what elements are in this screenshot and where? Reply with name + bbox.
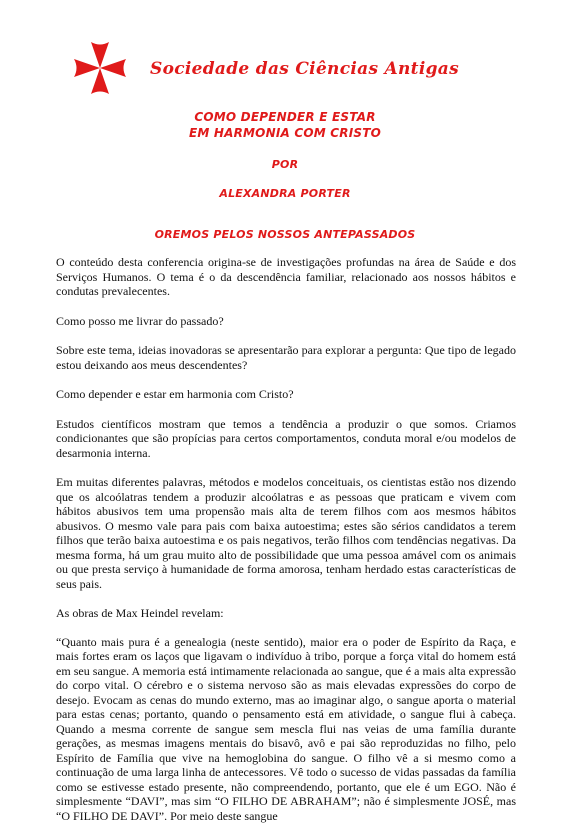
red-cross-pattee-icon [72, 40, 128, 96]
paragraph-heindel-intro: As obras de Max Heindel revelam: [56, 606, 224, 620]
paragraph-heindel-quote: “Quanto mais pura é a genealogia (neste sentido), maior era o poder de Espírito da Raça, e mais fortes eram os laços que ligavam o indivíduo à tribo, porque a força vital do homem está em seu sangue. A memoria está intimamente relacionada ao sangue, que é a mais alta expressão do corpo vital. O cérebro e o sistema nervoso são as mais elevadas expressões do corpo de desejo. Evocam as cenas do mundo externo, mas ao imaginar algo, o sangue aporta o material para estas cenas; portanto, quando o pensamento está em atividade, o sangue flui à cabeça. Quando a mesma corrente de sangue sem mescla flui nas veias de uma família durante gerações, as mesmas imagens mentais do bisavô, avô e pai são reproduzidas no filho, pelo Espírito de Família que vive na hemoglobina do sangue. O filho vê a si mesmo como a continuação de uma larga linha de antecessores. Vê todo o sucesso de vidas passadas da família como se estivesse estado presente, não compreendendo, portanto, que ele é um EGO. Não é simplesmente “DAVI”, mas sim “O FILHO DE ABRAHAM”; não é simplesmente JOSÉ, mas “O FILHO DE DAVI”. Por meio deste sangue [56, 634, 516, 823]
paragraph-studies: Estudos científicos mostram que temos a tendência a produzir o que somos. Criamos condicionantes que são propícias para certos comportamentos, conduta moral e/ou modelos de desarmonia interna. [56, 416, 516, 460]
paragraph-question-past: Como posso me livrar do passado? [56, 313, 224, 328]
prayer-heading: OREMOS PELOS NOSSOS ANTEPASSADOS [154, 228, 416, 241]
paragraph-legacy: Sobre este tema, ideias inovadoras se apresentarão para explorar a pergunta: Que tipo de legado estou deixando aos meus descendentes? [56, 343, 516, 372]
paragraph-question-christ: Como depender e estar em harmonia com Cristo? [56, 387, 294, 401]
paragraph-scientists: Em muitas diferentes palavras, métodos e modelos conceituais, os cientistas estão nos dizendo que os alcoólatras tendem a produzir alcoólatras e as pessoas que praticam e vivem com hábitos abusivos tem uma propensão mais alta de terem filhos com aos mesmos hábitos abusivos. O mesmo vale para pais com baixa autoestima; estes são sérios candidatos a terem filhos que terão baixa autoestima e os pais negativos, terão filhos com tendências negativas. Da mesma forma, há um grau muito alto de possibilidade que uma pessoa amável com os animais ou que presta serviço à humanidade de forma amorosa, tenham herdado estas características de seus pais. [56, 475, 516, 591]
document-body [56, 255, 516, 838]
title-line-1: COMO DEPENDER E ESTAR [194, 110, 376, 124]
title-line-2: EM HARMONIA COM CRISTO [188, 126, 382, 140]
paragraph-intro: O conteúdo desta conferencia origina-se de investigações profundas na área de Saúde e dos Serviços Humanos. O tema é o da descendência familiar, relacionado aos nossos hábitos e condutas prevalecentes. [56, 255, 516, 298]
organization-name: Sociedade das Ciências Antigas [150, 59, 459, 79]
author-name: ALEXANDRA PORTER [219, 187, 351, 200]
by-label: POR [271, 158, 299, 171]
